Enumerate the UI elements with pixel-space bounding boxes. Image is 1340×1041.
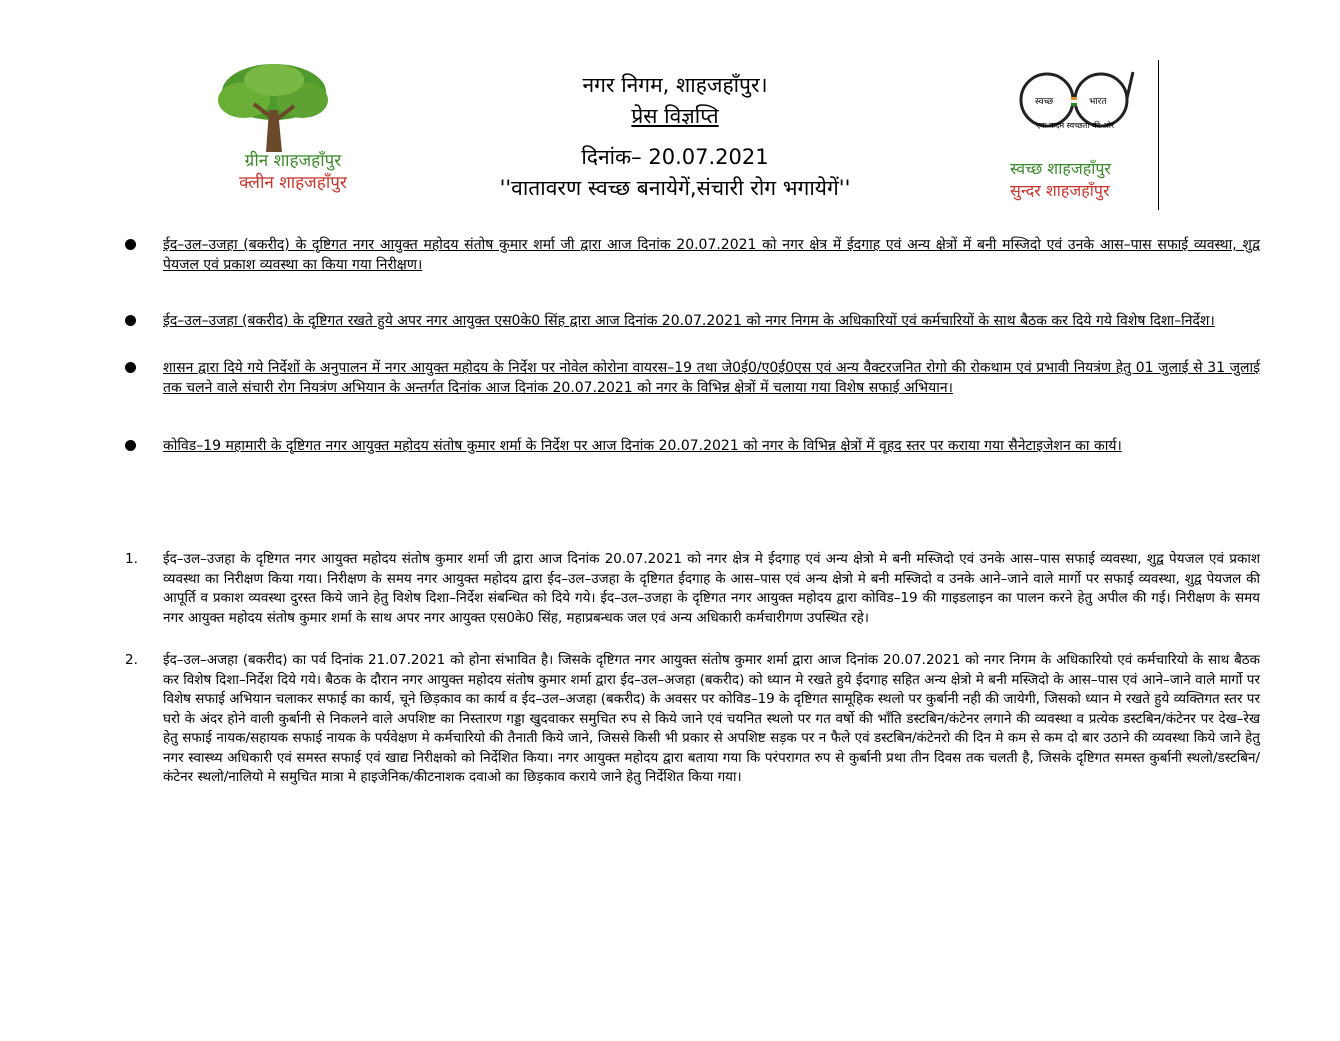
highlight-text: ईद–उल–उजहा (बकरीद) के दृष्टिगत रखते हुये अपर नगर आयुक्त एस0के0 सिंह द्वारा आज दिनांक 20.07.2021 को नगर निगम के अधिकारियों एवं कर्मचारियों के साथ बैठक कर दिये गये विशेष दिशा–निर्देश।	[163, 313, 1215, 329]
header-divider	[1158, 60, 1159, 210]
logo-left-word: स्वच्छ	[1035, 97, 1054, 107]
highlight-text: शासन द्वारा दिये गये निर्देशों के अनुपालन में नगर आयुक्त महोदय के निर्देश पर नोवेल कोरोना वायरस–19 तथा जे0ई0/ए0ई0एस एवं अन्य वैक्टरजनित रोगो की रोकथाम एवं प्रभावी नियत्रंण हेतु 01 जुलाई से 31 जुलाई तक चलने वाले संचारी रोग नियत्रंण अभियान के अन्तर्गत दिनांक आज दिनांक 20.07.2021 को नगर के विभिन्न क्षेत्रों में चलाया गया विशेष सफाई अभियान।	[163, 360, 1260, 396]
paragraph-number: 1.	[125, 551, 138, 567]
org-name: नगर निगम, शाहजहाँपुर।	[582, 73, 768, 97]
swachh-label-line1: स्वच्छ शाहजहाँपुर	[1010, 159, 1111, 178]
bullet-icon	[125, 239, 136, 250]
highlight-text: ईद–उल–उजहा (बकरीद) के दृष्टिगत नगर आयुक्त महोदय संतोष कुमार शर्मा जी द्वारा आज दिनांक 20.07.2021 को नगर क्षेत्र में ईदगाह एवं अन्य क्षेत्रों में बनी मस्जिदो एवं उनके आस–पास सफाई व्यवस्था, शुद्व पेयजल एवं प्रकाश व्यवस्था का किया गया निरीक्षण।	[163, 237, 1260, 273]
highlight-item	[125, 311, 1260, 331]
tree-logo-icon	[214, 60, 334, 156]
sundar-label-line2: सुन्दर शाहजहाँपुर	[1010, 181, 1110, 200]
paragraph-text: ईद–उल–अजहा (बकरीद) का पर्व दिनांक 21.07.2021 को होना संभावित है। जिसके दृष्टिगत नगर आयुक्त संतोष कुमार शर्मा द्वारा आज दिनांक 20.07.2021 को नगर निगम के अधिकारियो एवं कर्मचारियो के साथ बैठक कर विशेष दिशा–निर्देश दिये गये। बैठक के दौरान नगर आयुक्त महोदय संतोष कुमार शर्मा द्वारा ईद–उल–अजहा (बकरीद) को ध्यान मे रखते हुये ईदगाह सहित अन्य क्षेत्रो मे बनी मस्जिदो के आस–पास एवं आने–जाने वाले मार्गो पर विशेष सफाई अभियान चलाकर सफाई का कार्य, चूने छिड़काव का कार्य व ईद–उल–अजहा (बकरीद) के अवसर पर कोविड–19 के दृष्टिगत सामूहिक स्थलो पर कुर्बानी नही की जायेगी, जिसको ध्यान मे रखते हुये व्यक्तिगत स्तर पर घरो के अंदर होने वाली कुर्बानी से निकलने वाले अपशिष्ट का निस्तारण गड्डा खुदवाकर समुचित रुप से किये जाने एवं चयनित स्थलो पर गत वर्षो की भाँति डस्टबिन/कंटेनर लगाने की व्यवस्था व प्रत्येक डस्टबिन/कंटेनर पर देख–रेख हेतु सफाई नायक/सहायक सफाई नायक के पर्यवेक्षण मे कर्मचारियो की तैनाती किये जाने, जिससे किसी भी प्रकार से अपशिष्ट सड़क पर न फैले एवं डस्टबिन/कंटेनरो की दिन मे कम से कम दो बार उठाने की व्यवस्था किये जाने हेतु नगर स्वास्थ्य अधिकारी एवं समस्त सफाई एवं खाद्य निरीक्षको को निर्देशित किया। नगर आयुक्त महोदय द्वारा बताया गया कि परंपरागत रुप से कुर्बानी प्रथा तीन दिवस तक चलती है, जिसके दृष्टिगत समस्त कुर्बानी स्थलो/डस्टबिन/कंटेनर स्थलो/नालियो मे समुचित मात्रा मे हाइजेनिक/कीटनाशक दवाओ का छिड़काव कराये जाने हेतु निर्देशित किया गया।	[163, 652, 1260, 785]
detail-paragraph	[125, 651, 1260, 788]
highlight-item	[125, 436, 1260, 456]
bullet-icon	[125, 362, 136, 373]
paragraph-number: 2.	[125, 652, 138, 668]
clean-label-line2: क्लीन शाहजहाँपुर	[239, 173, 347, 193]
logo-right-word: भारत	[1089, 97, 1107, 107]
logo-tagline: एक कदम स्वच्छता की ओर	[1035, 121, 1115, 130]
green-label-line1: ग्रीन शाहजहाँपुर	[244, 151, 342, 171]
paragraph-text: ईद–उल–उजहा के दृष्टिगत नगर आयुक्त महोदय संतोष कुमार शर्मा जी द्वारा आज दिनांक 20.07.2021 को नगर क्षेत्र मे ईदगाह एवं अन्य क्षेत्रो मे बनी मस्जिदो एवं उनके आस–पास सफाई व्यवस्था, शुद्व पेयजल एवं प्रकाश व्यवस्था का निरीक्षण किया गया। निरीक्षण के समय नगर आयुक्त महोदय द्वारा ईद–उल–उजहा के दृष्टिगत ईदगाह के आस–पास एवं अन्य क्षेत्रो मे बनी मस्जिदो व उनके आने–जाने वाले मार्गो पर सफाई व्यवस्था, शुद्व पेयजल की आपूर्ति व प्रकाश व्यवस्था दुरस्त किये जाने हेतु विशेष दिशा–निर्देश संबन्धित को दिये गये। ईद–उल–उजहा के दृष्टिगत नगर आयुक्त महोदय द्वारा कोविड–19 की गाइडलाइन का पालन करने हेतु अपील की गई। निरीक्षण के समय नगर आयुक्त महोदय संतोष कुमार शर्मा के साथ अपर नगर आयुक्त एस0के0 सिंह, महाप्रबन्धक जल एवं अन्य अधिकारी कर्मचारीगण उपस्थित रहे।	[163, 551, 1260, 626]
swachh-shahjahanpur-label	[1010, 158, 1140, 202]
highlight-item	[125, 235, 1260, 275]
date-line: दिनांक– 20.07.2021	[581, 145, 769, 169]
green-shahjahanpur-label	[208, 150, 378, 194]
detail-paragraph	[125, 550, 1260, 628]
details-list	[125, 550, 1260, 788]
bullet-icon	[125, 315, 136, 326]
highlights-list	[125, 235, 1260, 456]
document-header	[440, 70, 910, 204]
highlight-text: कोविड–19 महामारी के दृष्टिगत नगर आयुक्त महोदय संतोष कुमार शर्मा के निर्देश पर आज दिनांक 20.07.2021 को नगर के विभिन्न क्षेत्रों में वृहद स्तर पर कराया गया सैनेटाइजेशन का कार्य।	[163, 438, 1122, 454]
bullet-icon	[125, 440, 136, 451]
slogan: ''वातावरण स्वच्छ बनायेगें,संचारी रोग भगायेगें''	[499, 176, 851, 200]
doc-type: प्रेस विज्ञप्ति	[631, 104, 719, 128]
highlight-item	[125, 358, 1260, 398]
